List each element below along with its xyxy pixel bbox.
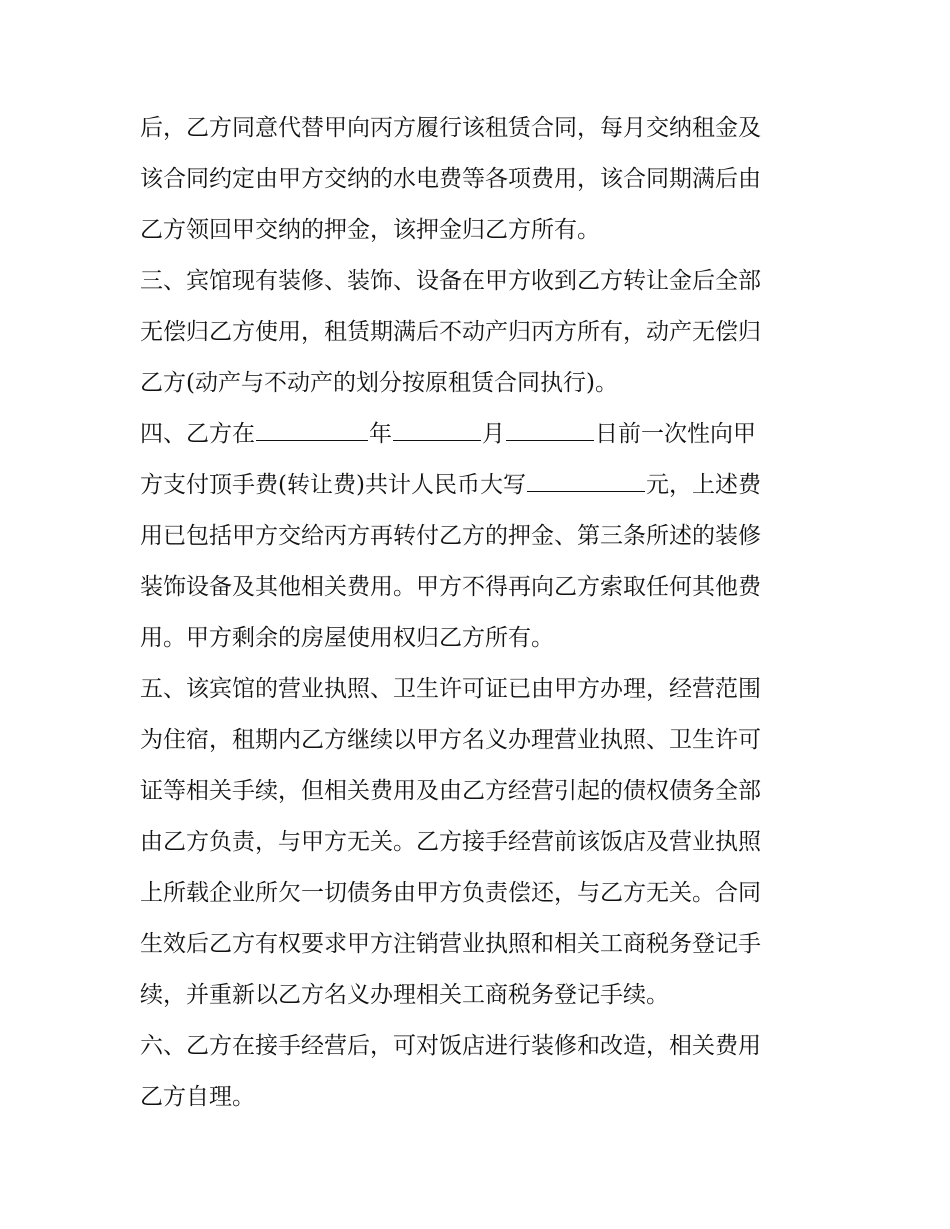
text-line: 该合同约定由甲方交纳的水电费等各项费用，该合同期满后由 <box>140 166 761 192</box>
text-line: 乙方领回甲交纳的押金，该押金归乙方所有。 <box>140 217 600 243</box>
text-line: 上所载企业所欠一切债务由甲方负责偿还，与乙方无关。合同 <box>140 880 761 906</box>
text-line: 三、宾馆现有装修、装饰、设备在甲方收到乙方转让金后全部 <box>140 268 761 294</box>
amount-suffix: 元，上述费 <box>645 472 761 498</box>
month-label: 月 <box>482 421 505 447</box>
text-line: 六、乙方在接手经营后，可对饭店进行装修和改造，相关费用 <box>140 1033 761 1059</box>
text-line: 后，乙方同意代替甲向丙方履行该租赁合同，每月交纳租金及 <box>140 115 761 141</box>
text-line: 乙方(动产与不动产的划分按原租赁合同执行)。 <box>140 370 618 396</box>
clause-4-amount-line <box>140 460 820 511</box>
text-line: 由乙方负责，与甲方无关。乙方接手经营前该饭店及营业执照 <box>140 829 761 855</box>
text-line: 无偿归乙方使用，租赁期满后不动产归丙方所有，动产无偿归 <box>140 319 761 345</box>
text-line: 生效后乙方有权要求甲方注销营业执照和相关工商税务登记手 <box>140 931 761 957</box>
text-line: 五、该宾馆的营业执照、卫生许可证已由甲方办理，经营范围 <box>140 676 761 702</box>
clause-4-prefix: 四、乙方在 <box>140 421 255 447</box>
amount-blank[interactable] <box>527 471 645 492</box>
text-line: 证等相关手续，但相关费用及由乙方经营引起的债权债务全部 <box>140 778 761 804</box>
text-line: 为住宿，租期内乙方继续以甲方名义办理营业执照、卫生许可 <box>140 727 761 753</box>
text-line: 乙方自理。 <box>140 1084 255 1110</box>
text-line: 用已包括甲方交给丙方再转付乙方的押金、第三条所述的装修 <box>140 523 761 549</box>
day-blank[interactable] <box>506 420 594 441</box>
year-label: 年 <box>369 421 392 447</box>
text-line: 装饰设备及其他相关费用。甲方不得再向乙方索取任何其他费 <box>140 574 761 600</box>
clause-4-date-suffix: 日前一次性向甲 <box>595 421 756 447</box>
amount-prefix: 方支付顶手费(转让费)共计人民币大写 <box>140 472 526 498</box>
year-blank[interactable] <box>256 420 368 441</box>
text-line: 用。甲方剩余的房屋使用权归乙方所有。 <box>140 625 554 651</box>
clause-4-date-line <box>140 409 820 460</box>
text-line: 续，并重新以乙方名义办理相关工商税务登记手续。 <box>140 982 669 1008</box>
month-blank[interactable] <box>393 420 481 441</box>
contract-text <box>140 103 820 1123</box>
